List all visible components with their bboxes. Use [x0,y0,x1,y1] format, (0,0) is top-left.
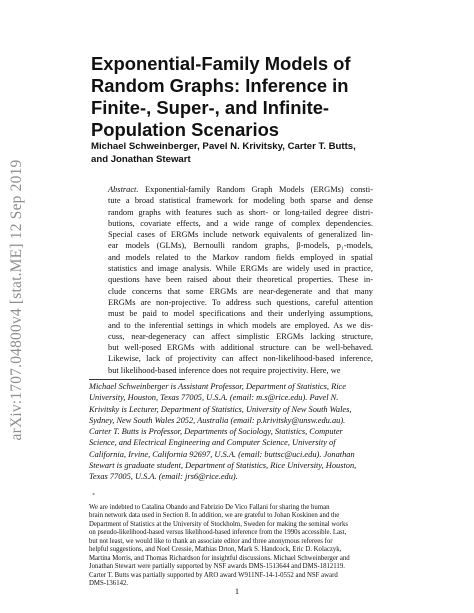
abstract-line: Special cases of ERGMs include network equivalents of generalized lin- [108,230,373,240]
title-line: Exponential-Family Models of [91,53,351,74]
thanks-line: DMS-136142. [89,580,129,588]
abstract-line: but well-posed ERGMs with additional structure can be well-behaved. [108,343,373,353]
abstract-line: and models related to the Markov random fields employed in spatial [108,252,373,262]
affiliation-line: Sydney, New South Wales 2052, Australia (email: p.krivitsky@unsw.edu.au). [89,415,346,425]
author-line: and Jonathan Stewart [91,153,191,165]
abstract-line: butions, covariate effects, and a wide range of complex dependencies. [108,218,373,228]
affiliation-line: University, Houston, Texas 77005, U.S.A. (email: m.s@rice.edu). Pavel N. [89,393,339,403]
abstract-line: but likelihood-based inference does not require projectivity. Here, we [108,365,341,375]
thanks-line: on pseudo-likelihood-based versus likelihood-based inference from the 1990s accessible. Last, [89,529,347,537]
title-line: Random Graphs: Inference in [91,75,349,96]
affiliation-line: Texas 77005, U.S.A. (email: jrs6@rice.edu). [89,472,238,482]
abstract-line: tute a broad statistical framework for modeling both sparse and dense [108,196,373,206]
affiliation-line: Krivitsky is Lecturer, Department of Statistics, University of New South Wales, [89,404,352,414]
acknowledgements-footnote [89,495,389,589]
footnote-marker: * [92,493,95,499]
affiliation-line: California, Irvine, California 92697, U.S.A. (email: buttsc@uci.edu). Jonathan [89,449,355,459]
thanks-line: * We are indebted to Catalina Obando and Fabrizio De Vico Fallani for sharing the human [89,493,330,511]
abstract-label: Abstract. [108,185,139,194]
affiliation-line: Science, and Electrical Engineering and Computer Science, University of [89,438,336,448]
abstract-line: ear models (GLMs), Bernoulli random graphs, β-models, p₁-models, [108,241,373,251]
abstract-line: Abstract. Exponential-family Random Graph Models (ERGMs) consti- [108,185,374,194]
affiliation-line: Carter T. Butts is Professor, Departments of Sociology, Statistics, Computer [89,427,343,437]
abstract-line: Likewise, lack of projectivity can affect non-likelihood-based inference, [108,354,373,364]
thanks-line: Carter T. Butts was partially supported by ARO award W911NF-14-1-0552 and NSF award [89,571,338,579]
title-line: Finite-, Super-, and Infinite- [91,97,330,118]
abstract-line: must be paid to model specifications and their underlying assumptions, [108,309,373,319]
arxiv-id-text: arXiv:1707.04800v4 [stat.ME] 12 Sep 2019 [8,159,25,441]
thanks-line: Martina Morris, and Thomas Richardson for insightful discussions. Michael Schweinberger and [89,554,350,562]
thanks-line: brain network data used in Section 8. In addition, we are grateful to Johan Koskinen and the [89,512,340,520]
page-number: 1 [234,587,240,596]
thanks-line: Department of Statistics at the University of Stockholm, Sweden for making the seminal works [89,520,348,528]
author-line: Michael Schweinberger, Pavel N. Krivitsky, Carter T. Butts, [91,141,356,152]
title-line: Population Scenarios [91,119,280,140]
abstract-line: and to the inferential settings in which models are employed. As we dis- [108,320,373,330]
abstract-line: statistics and image analysis. While ERGMs are widely used in practice, [108,264,373,274]
abstract-line: questions have been raised about their theoretical properties. These in- [108,275,373,285]
affiliation-line: Michael Schweinberger is Assistant Professor, Department of Statistics, Rice [89,382,346,391]
abstract-line: random graphs with features such as short- or long-tailed degree distri- [108,207,373,217]
thanks-line: helpful suggestions, and Noel Cressie, Mathias Drton, Mark S. Handcock, Eric D. Kolaczyk, [89,546,342,554]
author-affiliations [89,381,389,483]
abstract-line: cuss, near-degeneracy can affect simplistic ERGMs lacking structure, [108,331,373,341]
thanks-line: Jonathan Stewart were partially supported by NSF awards DMS-1513644 and DMS-1812119. [89,563,345,571]
affiliation-line: Stewart is graduate student, Department of Statistics, Rice University, Houston, [89,461,357,471]
abstract-line: clude concerns that some ERGMs are near-degenerate and that many [108,286,373,296]
abstract [108,184,373,376]
abstract-line: ERGMs are non-projective. To address such questions, careful attention [108,297,373,307]
author-list [91,141,391,166]
arxiv-identifier-stamp [4,150,30,450]
thanks-line: but not least, we would like to thank an associate editor and three anonymous referees for [89,537,333,545]
footnote-rule [89,379,185,380]
paper-title [91,53,391,141]
